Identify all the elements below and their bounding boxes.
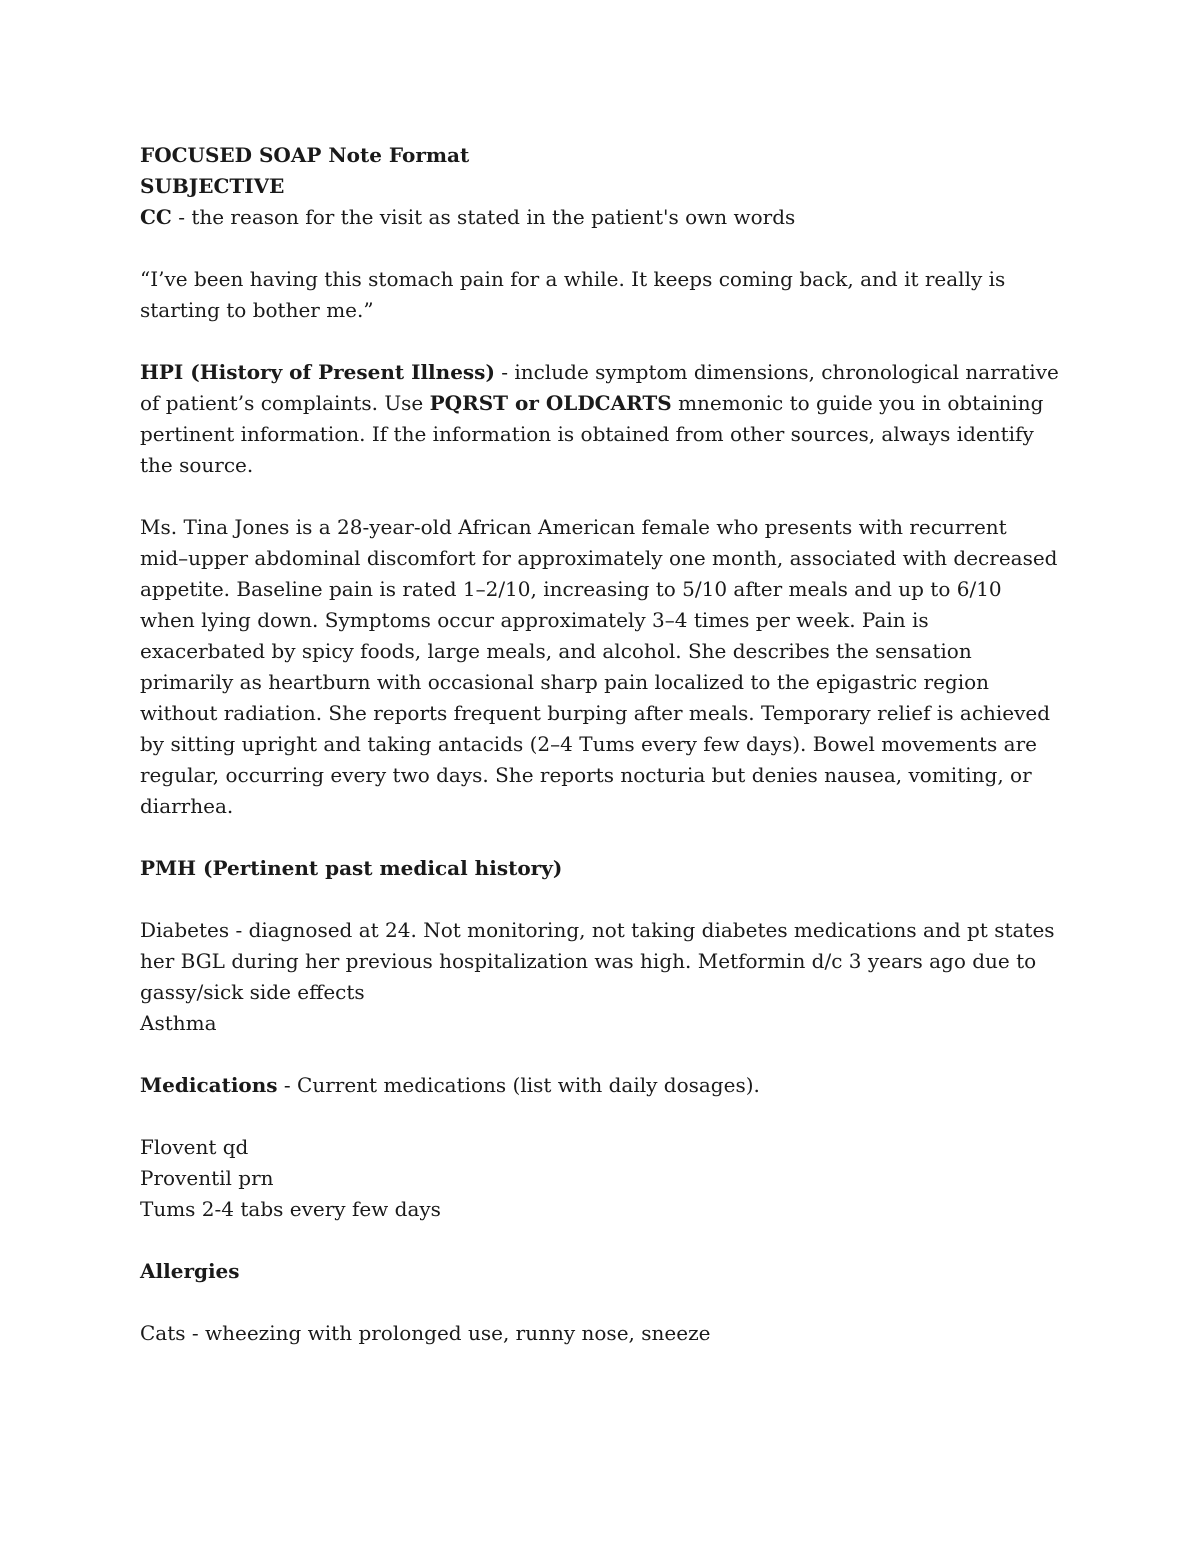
section-heading-subjective: SUBJECTIVE xyxy=(140,174,285,198)
allergy-item: Cats - wheezing with prolonged use, runny nose, sneeze xyxy=(140,1321,711,1345)
pmh-item-asthma: Asthma xyxy=(140,1011,217,1035)
cc-label: CC xyxy=(140,205,172,229)
cc-quote: “I’ve been having this stomach pain for a while. It keeps coming back, and it really is starting to bother me.” xyxy=(140,267,1006,322)
document-title: FOCUSED SOAP Note Format xyxy=(140,143,470,167)
hpi-instructions xyxy=(140,357,1060,481)
hpi-desc-2: mnemonic to guide you in obtaining pertinent information. If the information is obtained from other sources, always identify the source. xyxy=(140,391,1044,477)
cc-line xyxy=(140,202,1060,233)
medication-item: Tums 2-4 tabs every few days xyxy=(140,1197,441,1221)
hpi-mnemonic: PQRST or OLDCARTS xyxy=(429,391,672,415)
medications-label: Medications xyxy=(140,1073,278,1097)
medications-line xyxy=(140,1070,1060,1101)
medication-item: Flovent qd xyxy=(140,1135,249,1159)
pmh-label: PMH (Pertinent past medical history) xyxy=(140,856,563,880)
hpi-desc-1: - include symptom dimensions, chronological narrative of patient’s complaints. Use xyxy=(140,360,1059,415)
medications-description: - Current medications (list with daily dosages). xyxy=(277,1073,760,1097)
document-page xyxy=(140,140,1060,1349)
hpi-narrative: Ms. Tina Jones is a 28-year-old African American female who presents with recurrent mid–upper abdominal discomfort for approximately one month, associated with decreased appetite. Baseline pain is rated 1–2/10, increasing to 5/10 after meals and up to 6/10 when lying down. Symptoms occur approximately 3–4 times per week. Pain is exacerbated by spicy foods, large meals, and alcohol. She describes the sensation primarily as heartburn with occasional sharp pain localized to the epigastric region without radiation. She reports frequent burping after meals. Temporary relief is achieved by sitting upright and taking antacids (2–4 Tums every few days). Bowel movements are regular, occurring every two days. She reports nocturia but denies nausea, vomiting, or diarrhea. xyxy=(140,515,1058,818)
cc-description: - the reason for the visit as stated in the patient's own words xyxy=(171,205,796,229)
hpi-label: HPI (History of Present Illness) xyxy=(140,360,495,384)
allergies-label: Allergies xyxy=(140,1259,240,1283)
medication-item: Proventil prn xyxy=(140,1166,274,1190)
pmh-item-diabetes: Diabetes - diagnosed at 24. Not monitoring, not taking diabetes medications and pt states her BGL during her previous hospitalization was high. Metformin d/c 3 years ago due to gassy/sick side effects xyxy=(140,918,1055,1004)
